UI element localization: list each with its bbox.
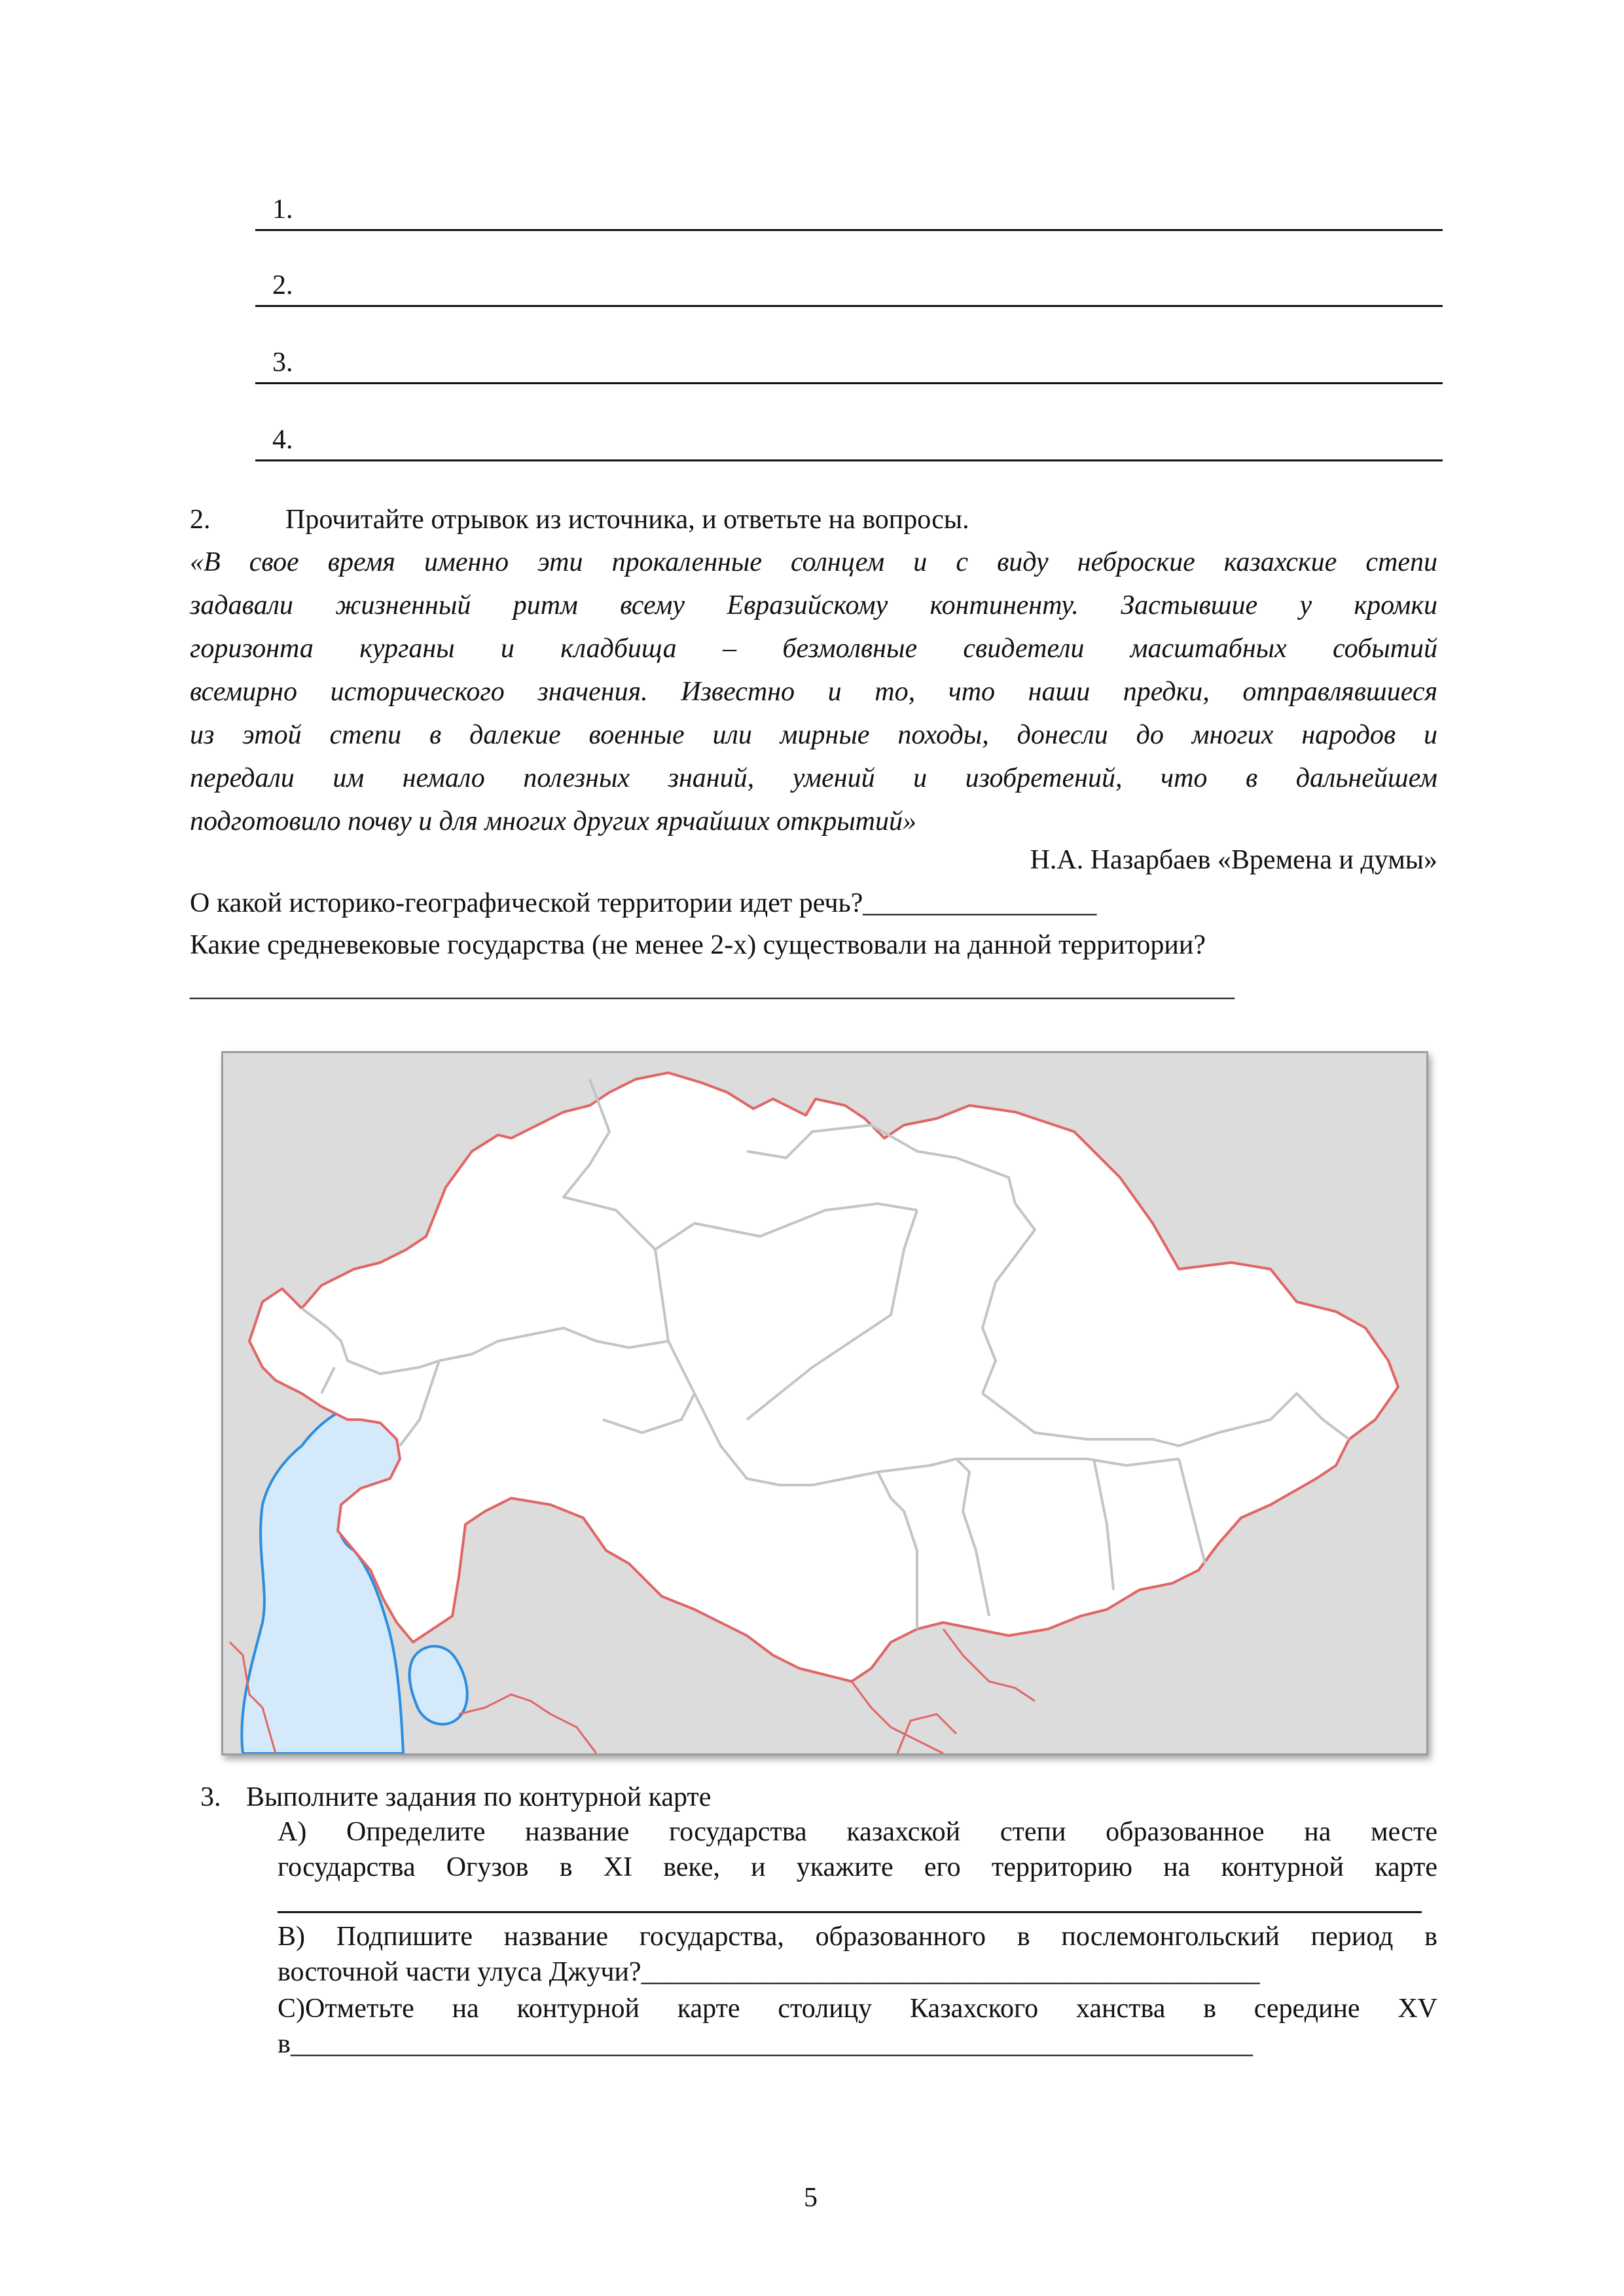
answer-line-3[interactable]: [255, 382, 1443, 384]
task-a: [278, 1814, 1437, 1885]
page-number: 5: [804, 2183, 818, 2213]
task-b-line-1: В) Подпишите название государства, образованного в послемонгольский период в: [278, 1922, 1437, 1952]
quote-attribution: Н.А. Назарбаев «Времена и думы»: [1030, 845, 1437, 875]
quote-line-4: всемирно исторического значения. Известно и то, что наши предки, отправлявшиеся: [190, 677, 1437, 707]
question-2-answer-blank[interactable]: ____________________________________________________________________________: [190, 972, 1235, 1002]
aral-sea: [410, 1646, 467, 1724]
quote-line-6: передали им немало полезных знаний, умений и изобретений, что в дальнейшем: [190, 763, 1437, 793]
answer-line-number-3: 3.: [272, 348, 293, 378]
answer-line-1[interactable]: [255, 229, 1443, 231]
task-b-line-2[interactable]: восточной части улуса Джучи?_____________________________________________: [278, 1957, 1260, 1987]
kazakhstan-territory: [249, 1073, 1398, 1681]
question-3-number: 3.: [200, 1782, 221, 1812]
answer-line-number-2: 2.: [272, 270, 293, 300]
quote-line-5: из этой степи в далекие военные или мирные походы, донесли до многих народов и: [190, 720, 1437, 750]
task-a-answer-line[interactable]: [278, 1911, 1422, 1913]
question-2-instruction: Прочитайте отрывок из источника, и ответьте на вопросы.: [285, 505, 969, 535]
task-c: [278, 1991, 1437, 2062]
task-c-line-2[interactable]: в______________________________________________________________________: [278, 2029, 1253, 2059]
question-2-territory: О какой историко-географической территории идет речь?_________________: [190, 888, 1097, 918]
contour-map[interactable]: [221, 1051, 1428, 1755]
task-a-line-2: государства Огузов в XI веке, и укажите его территорию на контурной карте: [278, 1852, 1437, 1882]
answer-line-4[interactable]: [255, 459, 1443, 461]
kazakhstan-contour-map: [223, 1053, 1426, 1753]
question-2-states: Какие средневековые государства (не менее 2-х) существовали на данной территории?: [190, 930, 1206, 960]
quote-line-3: горизонта курганы и кладбища – безмолвные свидетели масштабных событий: [190, 634, 1437, 664]
answer-line-2[interactable]: [255, 305, 1443, 307]
task-c-line-1: С)Отметьте на контурной карте столицу Казахского ханства в середине XV: [278, 1994, 1437, 2024]
quote-line-1: «В свое время именно эти прокаленные солнцем и с виду неброские казахские степи: [190, 547, 1437, 577]
task-b: [278, 1919, 1437, 1990]
question-3-title: Выполните задания по контурной карте: [246, 1782, 712, 1812]
answer-line-number-4: 4.: [272, 425, 293, 455]
question-2-number: 2.: [190, 505, 211, 535]
quote-line-2: задавали жизненный ритм всему Евразийскому континенту. Застывшие у кромки: [190, 590, 1437, 620]
quote-line-7: подготовило почву и для многих других ярчайших открытий»: [190, 806, 917, 836]
task-a-line-1: А) Определите название государства казахской степи образованное на месте: [278, 1817, 1437, 1847]
answer-line-number-1: 1.: [272, 194, 293, 224]
source-quote: [190, 541, 1437, 843]
